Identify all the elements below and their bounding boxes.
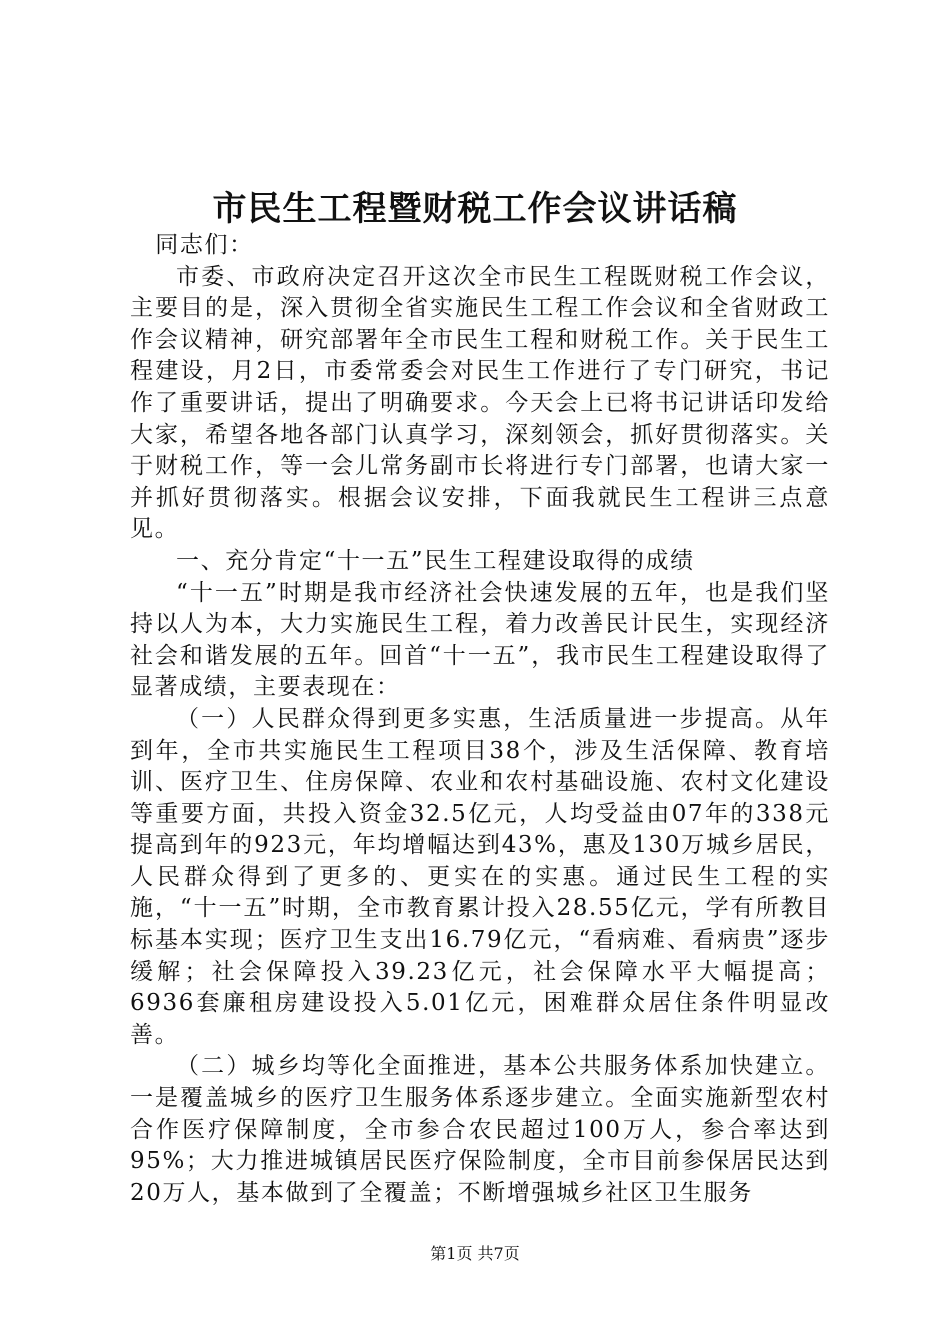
document-title: 市民生工程暨财税工作会议讲话稿 (212, 189, 738, 229)
paragraph-subsection-1: （一）人民群众得到更多实惠，生活质量进一步提高。从年到年，全市共实施民生工程项目38个，涉及生活保障、教育培训、医疗卫生、住房保障、农业和农村基础设施、农村文化建设等重要方面，共投入资金32.5亿元，人均受益由07年的338元提高到年的923元，年均增幅达到43%，惠及130万城乡居民，人民群众得到了更多的、更实在的实惠。通过民生工程的实施，“十一五”时期，全市教育累计投入28.55亿元，学有所教目标基本实现；医疗卫生支出16.79亿元，“看病难、看病贵”逐步缓解；社会保障投入39.23亿元，社会保障水平大幅提高；6936套廉租房建设投入5.01亿元，困难群众居住条件明显改善。 (130, 705, 830, 1048)
page-number-footer: 第1页 共7页 (430, 1244, 520, 1263)
paragraph-subsection-2: （二）城乡均等化全面推进，基本公共服务体系加快建立。一是覆盖城乡的医疗卫生服务体系逐步建立。全面实施新型农村合作医疗保障制度，全市参合农民超过100万人，参合率达到95%；大力推进城镇居民医疗保险制度，全市目前参保居民达到20万人，基本做到了全覆盖；不断增强城乡社区卫生服务 (130, 1053, 830, 1206)
section-heading-1: 一、充分肯定“十一五”民生工程建设取得的成绩 (176, 547, 695, 574)
document-body (130, 230, 830, 1209)
paragraph-intro: 市委、市政府决定召开这次全市民生工程既财税工作会议，主要目的是，深入贯彻全省实施民生工程工作会议和全省财政工作会议精神，研究部署年全市民生工程和财税工作。关于民生工程建设，月2日，市委常委会对民生工作进行了专门研究，书记作了重要讲话，提出了明确要求。今天会上已将书记讲话印发给大家，希望各地各部门认真学习，深刻领会，抓好贯彻落实。关于财税工作，等一会儿常务副市长将进行专门部署，也请大家一并抓好贯彻落实。根据会议安排，下面我就民生工程讲三点意见。 (130, 263, 830, 543)
salutation: 同志们： (155, 232, 254, 258)
paragraph-section-1-intro: “十一五”时期是我市经济社会快速发展的五年，也是我们坚持以人为本，大力实施民生工程，着力改善民计民生，实现经济社会和谐发展的五年。回首“十一五”，我市民生工程建设取得了显著成绩，主要表现在： (130, 579, 830, 701)
